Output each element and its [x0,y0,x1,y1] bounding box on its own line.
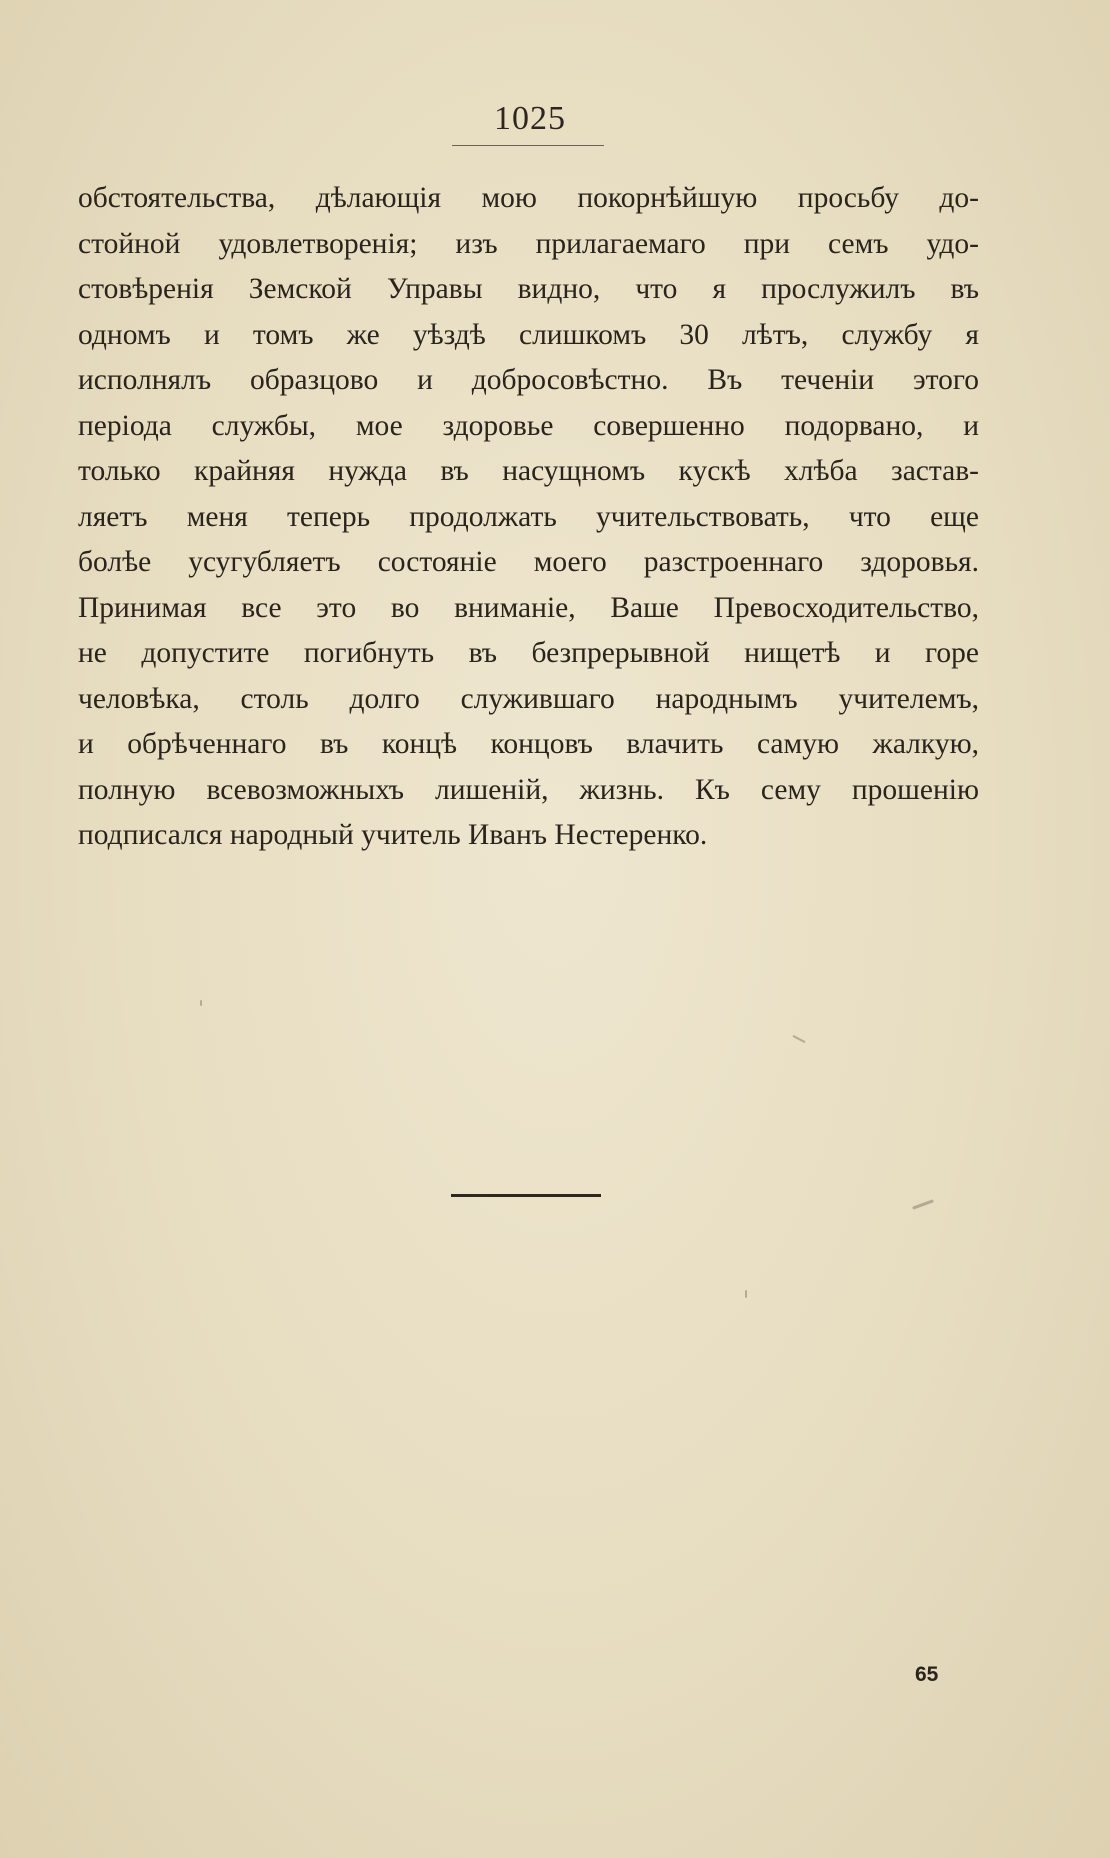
paper-speck [745,1290,747,1298]
text-line: исполнялъ образцово и добросовѣстно. Въ теченіи этого [78,364,979,396]
text-line: полную всевозможныхъ лишеній, жизнь. Къ сему прошенію [78,773,979,806]
text-line: обстоятельства, дѣлающія мою покорнѣйшую просьбу до- [78,182,979,214]
text-line: только крайняя нужда въ насущномъ кускѣ хлѣба застав- [78,455,979,487]
page-number: 1025 [494,100,566,137]
text-line: человѣка, столь долго служившаго народнымъ учителемъ, [78,682,979,715]
paper-speck [792,1035,805,1043]
text-line: періода службы, мое здоровье совершенно подорвано, и [78,409,979,442]
text-line: не допустите погибнуть въ безпрерывной нищетѣ и горе [78,637,979,669]
text-line-last: подписался народный учитель Иванъ Нестеренко. [78,819,708,851]
text-line: стовѣренія Земской Управы видно, что я прослужилъ въ [78,273,979,305]
text-line: ляетъ меня теперь продолжать учительствовать, что еще [78,500,979,533]
paper-speck [912,1199,934,1209]
text-line: Принимая все это во вниманіе, Ваше Превосходительство, [78,591,979,624]
sheet-number: 65 [915,1663,939,1686]
paper-speck [200,1000,202,1006]
end-rule [451,1194,601,1197]
text-line: одномъ и томъ же уѣздѣ слишкомъ 30 лѣтъ, службу я [78,318,979,351]
text-line: и обрѣченнаго въ концѣ концовъ влачить самую жалкую, [78,728,979,760]
text-line: стойной удовлетворенія; изъ прилагаемаго при семъ удо- [78,227,979,260]
text-line: болѣе усугубляетъ состояніе моего разстроеннаго здоровья. [78,546,979,578]
header-rule [452,145,604,146]
body-text [78,176,979,859]
